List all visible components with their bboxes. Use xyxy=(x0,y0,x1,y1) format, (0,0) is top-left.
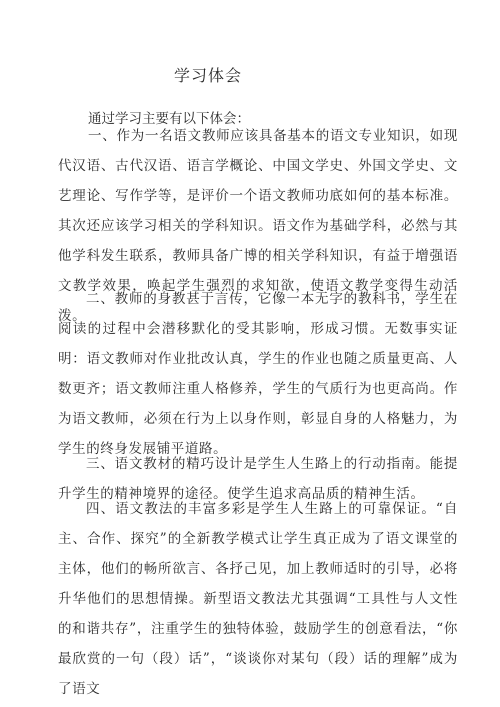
paragraph-1: 一、作为一名语文教师应该具备基本的语文专业知识，如现代汉语、古代汉语、语言学概论、中国文学史、外国文学史、文艺理论、写作学等，是评价一个语文教师功底如何的基本标准。其次还应该学习相关的学科知识。语文作为基础学科，必然与其他学科发生联系，教师具备广博的相关学科知识，有益于增强语文教学效果，唤起学生强烈的求知欲，使语文教学变得生动活泼。 xyxy=(58,128,458,324)
paragraph-2: 二、教师的身教甚于言传，它像一本无字的教科书，学生在阅读的过程中会潜移默化的受其影响，形成习惯。无数事实证明：语文教师对作业批改认真，学生的作业也随之质量更高、人数更齐；语文教师注重人格修养，学生的气质行为也更高尚。作为语文教师，必须在行为上以身作则，彰显自身的人格魅力，为学生的终身发展铺平道路。 xyxy=(58,291,458,457)
intro-line: 通过学习主要有以下体会： xyxy=(88,111,250,127)
paragraph-4: 四、语文教法的丰富多彩是学生人生路上的可靠保证。“自主、合作、探究”的全新教学模式让学生真正成为了语文课堂的主体，他们的畅所欲言、各抒己见，加上教师适时的引导，必将升华他们的思想情操。新型语文教法尤其强调“工具性与人文性的和谐共存”，注重学生的独特体验，鼓励学生的创意看法，“你最欣赏的一句（段）话”，“谈谈你对某句（段）话的理解”成为了语文 xyxy=(58,501,458,697)
document-title: 学习体会 xyxy=(174,66,243,85)
paragraph-3: 三、语文教材的精巧设计是学生人生路上的行动指南。能提升学生的精神境界的途径。使学生追求高品质的精神生活。 xyxy=(58,456,458,502)
